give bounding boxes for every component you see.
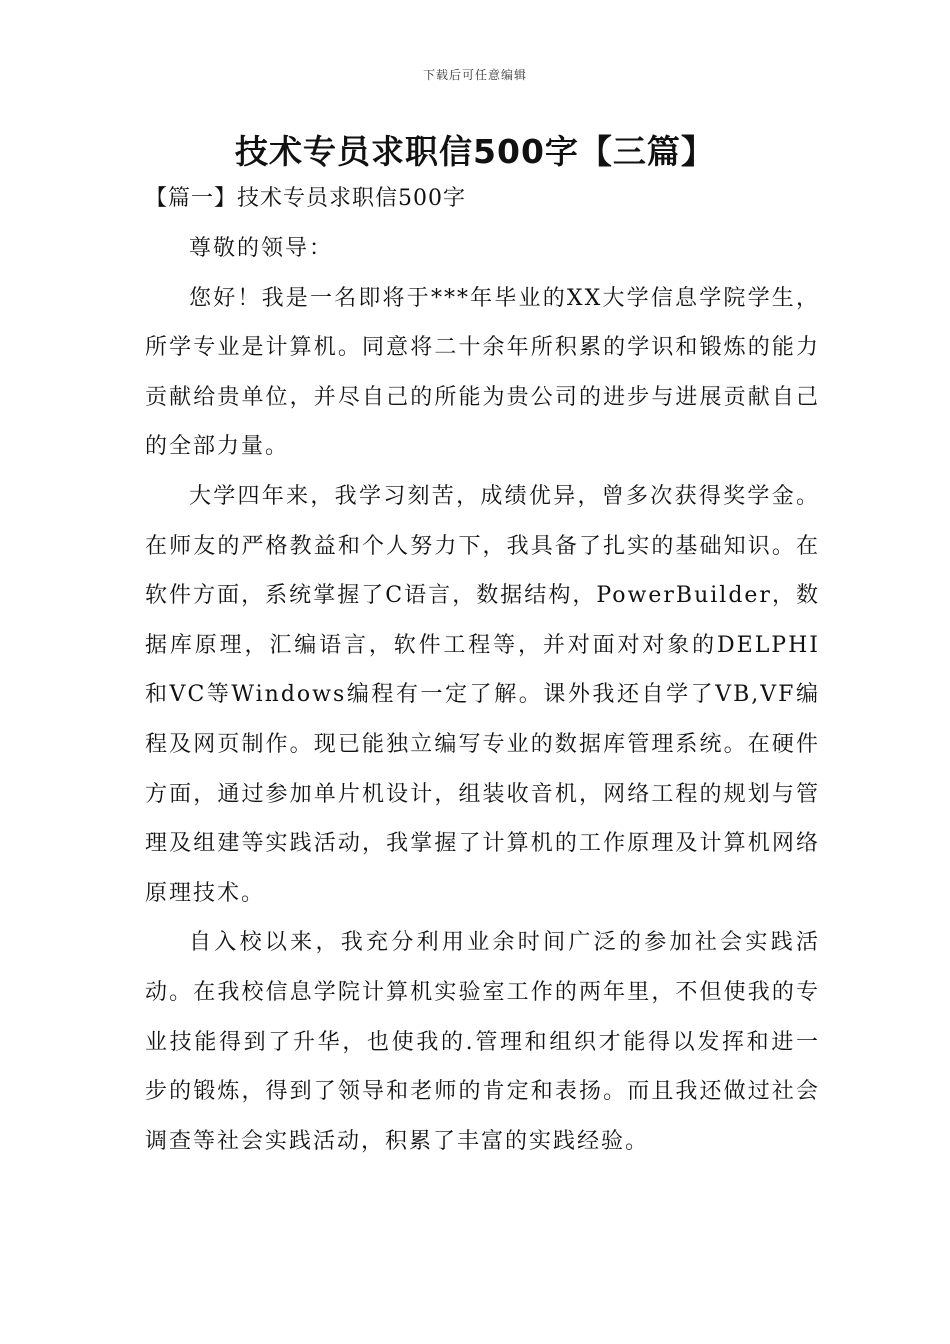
letter-body <box>145 224 820 1166</box>
salutation: 尊敬的领导： <box>189 236 334 261</box>
paragraph-education: 大学四年来，我学习刻苦，成绩优异，曾多次获得奖学金。在师友的严格教益和个人努力下，我具备了扎实的基础知识。在软件方面，系统掌握了C语言，数据结构，PowerBuilder，数据库原理，汇编语言，软件工程等，并对面对对象的DELPHI和VC等Windows编程有一定了解。课外我还自学了VB,VF编程及网页制作。现已能独立编写专业的数据库管理系统。在硬件方面，通过参加单片机设计，组装收音机，网络工程的规划与管理及组建等实践活动，我掌握了计算机的工作原理及计算机网络原理技术。 <box>145 483 820 906</box>
document-title: 技术专员求职信500字【三篇】 <box>235 132 715 171</box>
paragraph-greeting: 您好！我是一名即将于***年毕业的XX大学信息学院学生，所学专业是计算机。同意将二十余年所积累的学识和锻炼的能力贡献给贵单位，并尽自己的所能为贵公司的进步与进展贡献自己的全部力量。 <box>145 285 820 460</box>
section-heading: 【篇一】技术专员求职信500字 <box>145 186 466 211</box>
paragraph-practice: 自入校以来，我充分利用业余时间广泛的参加社会实践活动。在我校信息学院计算机实验室工作的两年里，不但使我的专业技能得到了升华，也使我的.管理和组织才能得以发挥和进一步的锻炼，得到了领导和老师的肯定和表扬。而且我还做过社会调查等社会实践活动，积累了丰富的实践经验。 <box>145 930 820 1154</box>
header-note: 下载后可任意编辑 <box>422 68 527 82</box>
